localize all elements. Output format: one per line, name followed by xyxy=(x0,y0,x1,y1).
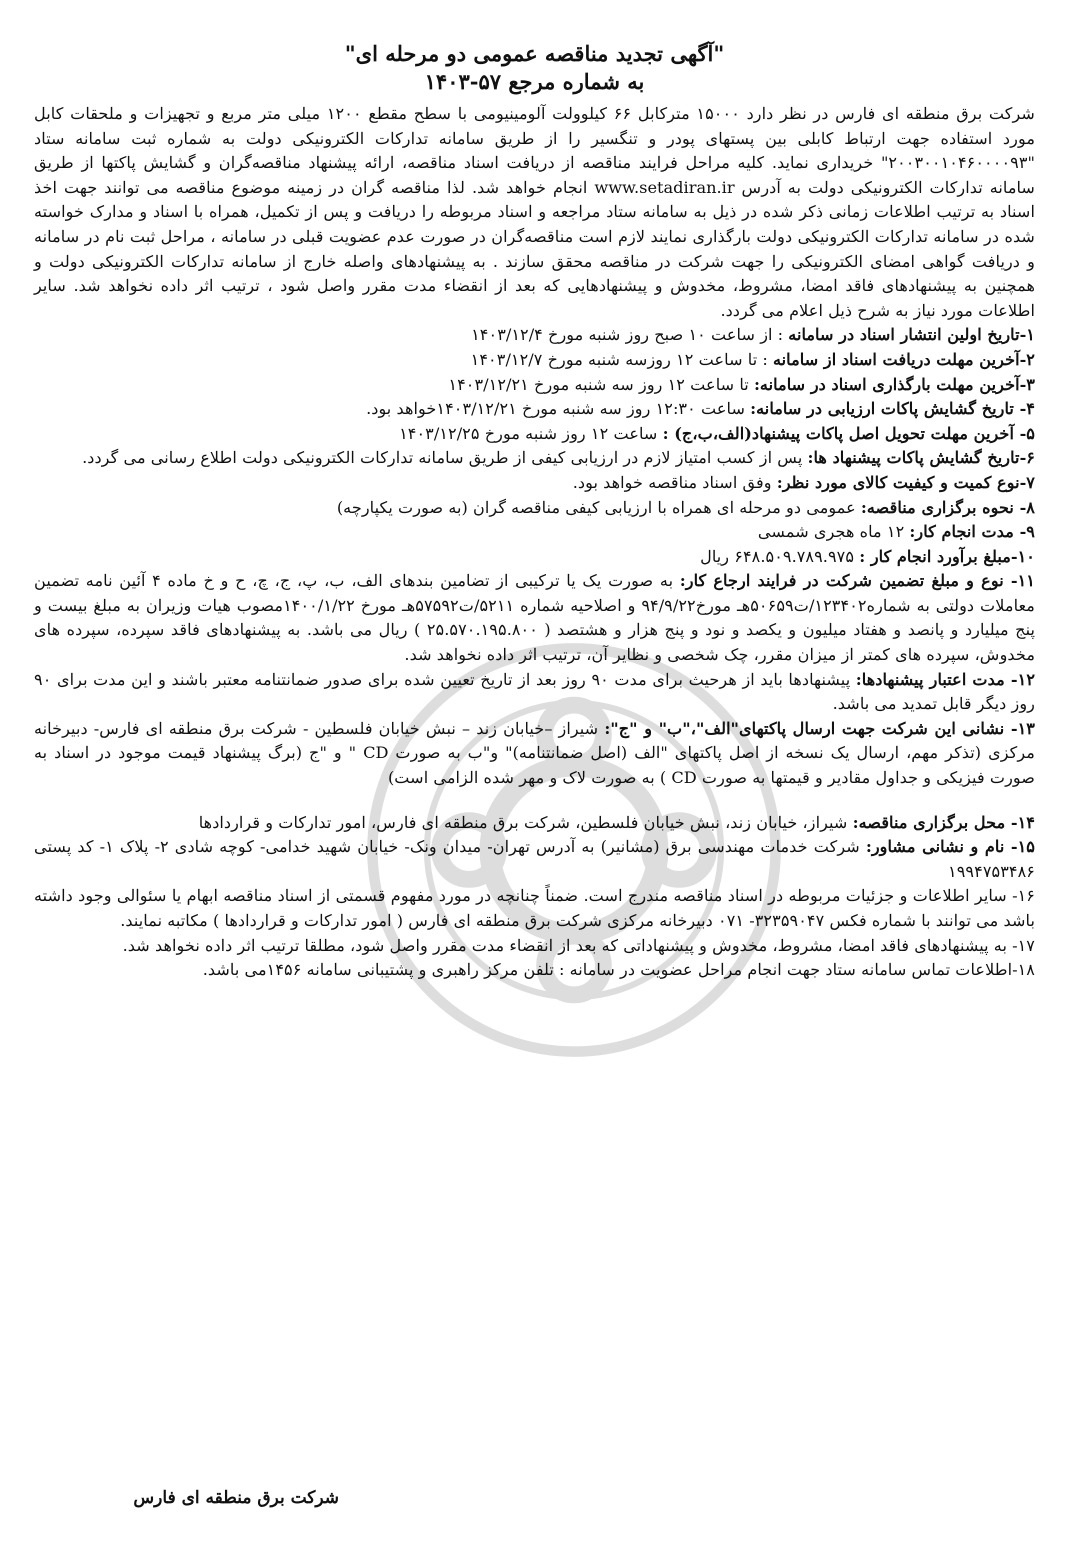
notice-item-label: ۲-آخرین مهلت دریافت اسناد از سامانه xyxy=(772,349,1035,369)
notice-item xyxy=(34,569,1035,667)
section-spacer xyxy=(34,791,1035,811)
notice-item-text: پیشنهادها باید از هرحیث برای مدت ۹۰ روز بعد از تاریخ تعیین شده برای صدور ضمانتنامه معتبر باشند و این مدت برای ۹۰ روز دیگر قابل تمدید می باشد. xyxy=(34,669,1035,714)
notice-item-text: شرکت خدمات مهندسی برق (مشانیر) به آدرس تهران- میدان ونک- خیابان شهید خدامی- کوچه شادی ۲- پلاک ۱- کد پستی ۱۹۹۴۷۵۳۴۸۶ xyxy=(34,837,1035,881)
notice-item-label: ۱۴- محل برگزاری مناقصه: xyxy=(852,812,1035,832)
notice-item-text: : از ساعت ۱۰ صبح روز شنبه مورخ ۱۴۰۳/۱۲/۴ xyxy=(471,325,789,345)
notice-item-text: شیراز –خیابان زند – نبش خیابان فلسطین - شرکت برق منطقه ای فارس- دبیرخانه مرکزی (تذکر مهم، ارسال یک نسخه از اصل پاکتهای "الف (اصل ضمانتنامه)" و"ب به صورت CD " و "ج (برگ پیشنهاد قیمت موجود در اسناد به صورت فیزیکی و جداول مقادیر و قیمتها به صورت CD ) به صورت لاک و مهر شده الزامی است) xyxy=(34,718,1035,788)
notice-item xyxy=(34,668,1035,717)
notice-item-label: ۱-تاریخ اولین انتشار اسناد در سامانه xyxy=(788,325,1035,345)
notice-item-label: ۱۲- مدت اعتبار پیشنهادها: xyxy=(855,669,1036,689)
notice-reference-number: به شماره مرجع ۵۷-۱۴۰۳ xyxy=(424,69,645,94)
notice-item-text: به صورت یک یا ترکیبی از تضامین بندهای الف، ب، پ، ج، چ، ح و خ ماده ۴ آئین نامه تضمین معاملات دولتی به شماره۱۲۳۴۰۲/ت۵۰۶۵۹هـ مورخ۹۴/۹/۲۲ و اصلاحیه شماره ۵۲۱۱/ت۵۷۵۹۲هـ مورخ ۱۴۰۰/۱/۲۲مصوب هیات وزیران به مبلغ بیست و پنج میلیارد و پانصد و هفتاد میلیون و یکصد و نود و پنج هزار و هشتصد ( ۲۵.۵۷۰.۱۹۵.۸۰۰ ) ریال می باشد. به پیشنهادهای فاقد سپرده، سپرده های مخدوش، سپرده های کمتر از میزان مقرر، چک شخصی و نظایر آن، ترتیب اثر داده نخواهد شد. xyxy=(34,571,1036,665)
notice-title: "آگهی تجدید مناقصه عمومی دو مرحله ای" xyxy=(344,41,725,66)
notice-item-text: ۱۷- به پیشنهادهای فاقد امضا، مشروط، مخدوش و پیشنهاداتی که بعد از انقضاء مدت مقرر واصل شود، مطلقا ترتیب اثر داده نخواهد شد. xyxy=(122,935,1035,955)
notice-item-label: ۳-آخرین مهلت بارگذاری اسناد در سامانه: xyxy=(753,374,1035,394)
notice-item xyxy=(34,348,1035,373)
notice-item xyxy=(34,323,1035,348)
notice-item-text: ۱۶- سایر اطلاعات و جزئیات مربوطه در اسناد مناقصه مندرج است. ضمناً چنانچه در مورد مفهوم قسمتی از اسناد مناقصه ابهام یا سئوالی وجود داشته باشد می توانند با شماره فکس ۳۲۳۵۹۰۴۷- ۰۷۱ دبیرخانه مرکزی شرکت برق منطقه ای فارس ( امور تدارکات و قراردادها ) مکاتبه نمایند. xyxy=(34,886,1035,930)
notice-item-text: ۱۲ ماه هجری شمسی xyxy=(757,522,910,542)
notice-item-label: ۸- نحوه برگزاری مناقصه: xyxy=(860,497,1035,517)
notice-item-label: ۱۳- نشانی این شرکت جهت ارسال پاکتهای"الف"،"ب" و "ج": xyxy=(604,718,1035,738)
notice-item-label: ۶-تاریخ گشایش پاکات پیشنهاد ها: xyxy=(807,448,1035,468)
notice-item-text: عمومی دو مرحله ای همراه با ارزیابی کیفی مناقصه گران (به صورت یکپارچه) xyxy=(336,497,861,517)
notice-item xyxy=(34,958,1035,983)
notice-item xyxy=(34,520,1035,545)
notice-item-text: شیراز، خیابان زند، نبش خیابان فلسطین، شرکت برق منطقه ای فارس، امور تدارکات و قراردادها xyxy=(198,812,853,832)
notice-item-text: : تا ساعت ۱۲ روزسه شنبه مورخ ۱۴۰۳/۱۲/۷ xyxy=(470,349,773,369)
notice-item-label: ۵- آخرین مهلت تحویل اصل پاکات پیشنهاد(الف،ب،ج) : xyxy=(662,423,1035,443)
notice-item-label: ۱۱- نوع و مبلغ تضمین شرکت در فرایند ارجاع کار: xyxy=(679,571,1035,591)
notice-item-label: ۴- تاریخ گشایش پاکات ارزیابی در سامانه: xyxy=(750,399,1035,419)
notice-item-text: تا ساعت ۱۲ روز سه شنبه مورخ ۱۴۰۳/۱۲/۲۱ xyxy=(448,374,754,394)
notice-item xyxy=(34,934,1035,959)
notice-item-text: وفق اسناد مناقصه خواهد بود. xyxy=(572,472,777,492)
notice-item-text: ۶۴۸.۵۰۹.۷۸۹.۹۷۵ ریال xyxy=(700,546,860,566)
notice-item-label: ۹- مدت انجام کار: xyxy=(909,522,1035,542)
notice-item xyxy=(34,397,1035,422)
notice-item-text: ۱۸-اطلاعات تماس سامانه ستاد جهت انجام مراحل عضویت در سامانه : تلفن مرکز راهبری و پشتیبانی سامانه ۱۴۵۶می باشد. xyxy=(202,960,1035,980)
intro-paragraph: شرکت برق منطقه ای فارس در نظر دارد ۱۵۰۰۰ مترکابل ۶۶ کیلوولت آلومینیومی با سطح مقطع ۱۲۰۰ میلی متر مربع و تجهیزات و ملحقات کابل مورد استفاده جهت ارتباط کابلی بین پستهای پودر و تنگسیر را از طریق سامانه تدارکات الکترونیکی دولت به شماره ثبت سامانه ستاد "۲۰۰۳۰۰۱۰۴۶۰۰۰۰۹۳" خریداری نماید. کلیه مراحل فرایند مناقصه از دریافت اسناد مناقصه، ارائه پیشنهاد مناقصه‌گران و گشایش پاکتها از طریق سامانه تدارکات الکترونیکی دولت به آدرس www.setadiran.ir انجام خواهد شد. لذا مناقصه گران در زمینه موضوع مناقصه می توانند جهت اخذ اسناد به ترتیب اطلاعات زمانی ذکر شده در ذیل به سامانه ستاد مراجعه و اسناد مربوطه را دریافت و پس از تکمیل، همراه با اسناد و مدارک خواسته شده در سامانه تدارکات الکترونیکی دولت بارگذاری نمایند لازم است مناقصه‌گران در صورت عدم عضویت قبلی در سامانه ، مراحل ثبت نام در سامانه و دریافت گواهی امضای الکترونیکی را جهت شرکت در مناقصه محقق سازند . به پیشنهادهای واصله خارج از سامانه تدارکات الکترونیکی دولت و همچنین به پیشنهادهای فاقد امضا، مشروط، مخدوش و پیشنهادهایی که بعد از انقضاء مدت مقرر واصل شود ، ترتیب اثر داده نخواهد شد. سایر اطلاعات مورد نیاز به شرح ذیل اعلام می گردد. xyxy=(34,104,1035,320)
notice-item-text: پس از کسب امتیاز لازم در ارزیابی کیفی از طریق سامانه تدارکات الکترونیکی دولت اطلاع رسانی می گردد. xyxy=(82,448,808,468)
notice-item xyxy=(34,471,1035,496)
notice-item-text: ساعت ۱۲:۳۰ روز سه شنبه مورخ ۱۴۰۳/۱۲/۲۱خواهد بود. xyxy=(366,399,751,419)
notice-item xyxy=(34,446,1035,471)
notice-item-label: ۱۵- نام و نشانی مشاور: xyxy=(865,837,1035,857)
notice-items-list xyxy=(34,323,1035,982)
notice-item xyxy=(34,717,1035,791)
company-signature: شرکت برق منطقه ای فارس xyxy=(133,1488,339,1508)
notice-item xyxy=(34,422,1035,447)
notice-item xyxy=(34,884,1035,933)
notice-item xyxy=(34,496,1035,521)
notice-item xyxy=(34,373,1035,398)
notice-item xyxy=(34,545,1035,570)
notice-item xyxy=(34,835,1035,884)
notice-item-text: ساعت ۱۲ روز شنبه مورخ ۱۴۰۳/۱۲/۲۵ xyxy=(399,423,663,443)
notice-item-label: ۱۰-مبلغ برآورد انجام کار : xyxy=(859,546,1035,566)
tender-notice xyxy=(34,40,1035,1530)
notice-item-label: ۷-نوع کمیت و کیفیت کالای مورد نظر: xyxy=(776,472,1035,492)
notice-item xyxy=(34,811,1035,836)
